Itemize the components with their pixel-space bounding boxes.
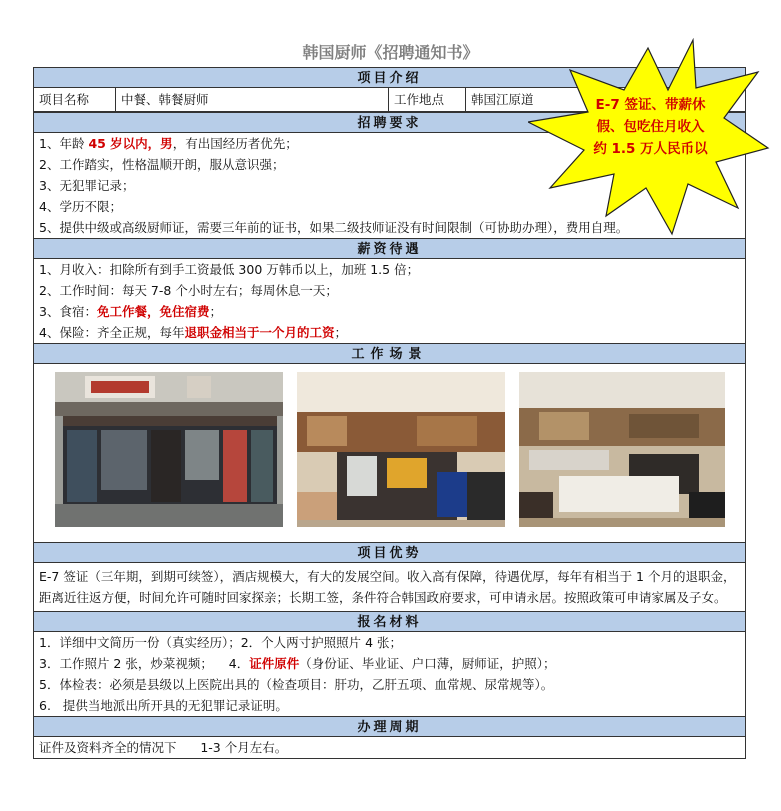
starburst-text: E-7 签证、带薪休 假、包吃住月收入 约 1.5 万人民币以 (593, 97, 708, 157)
highlight-text: 免工作餐，免住宿费 (96, 304, 210, 319)
requirement-item: 1、年龄 45 岁以内，男，有出国经历者优先； (33, 133, 746, 154)
material-item: 6. 提供当地派出所开具的无犯罪记录证明。 (33, 695, 746, 716)
section-header-salary: 薪资待遇 (33, 238, 746, 259)
restaurant-storefront-photo (55, 372, 283, 527)
advantages-text: E-7 签证（三年期，到期可续签），酒店规模大，有大的发展空间。收入高有保障，待遇优厚，每年有相当于 1 个月的退职金，距离近往返方便，时间允许可随时回家探亲；长期工签，条件符合韩国政府要求，可申请永居。按照政策可申请家属及子女。 (33, 563, 746, 611)
section-header-project: 项目介绍 (33, 67, 746, 88)
requirement-item: 2、工作踏实，性格温顺开朗，服从意识强； (33, 154, 746, 175)
requirement-item: 3、无犯罪记录； (33, 175, 746, 196)
work-place-value: 韩国江原道 (471, 92, 534, 107)
highlight-text: 45 岁以内，男 (88, 136, 173, 151)
salary-item: 4、保险：齐全正规，每年退职金相当于一个月的工资； (33, 322, 746, 343)
page-title: 韩国厨师《招聘通知书》 (302, 43, 479, 62)
material-item: 1．详细中文简历一份（真实经历）；2．个人两寸护照照片 4 张； (33, 632, 746, 653)
material-item: 3．工作照片 2 张，炒菜视频； 4．证件原件（身份证、毕业证、户口薄，厨师证，护照）； (33, 653, 746, 674)
requirement-item: 5、提供中级或高级厨师证，需要三年前的证书，如果二级技师证没有时间限制（可协助办理），费用自理。 (33, 217, 746, 238)
work-place-label: 工作地点 (389, 88, 466, 111)
section-header-scene: 工作场景 (33, 343, 746, 364)
section-header-materials: 报名材料 (33, 611, 746, 632)
project-name-value: 中餐、韩餐厨师 (116, 88, 389, 111)
material-item: 5．体检表：必须是县级以上医院出具的（检查项目：肝功，乙肝五项、血常规、尿常规等）。 (33, 674, 746, 695)
salary-item: 3、食宿：免工作餐，免住宿费； (33, 301, 746, 322)
highlight-text: 证件原件 (249, 656, 300, 671)
salary-item: 1、月收入：扣除所有到手工资最低 300 万韩币以上，加班 1.5 倍； (33, 259, 746, 280)
period-text: 证件及资料齐全的情况下 1-3 个月左右。 (33, 737, 746, 759)
requirement-item: 4、学历不限； (33, 196, 746, 217)
section-header-period: 办理周期 (33, 716, 746, 737)
project-name-label: 项目名称 (34, 88, 116, 111)
work-scene-photos (33, 364, 746, 542)
highlight-text: 退职金相当于一个月的工资 (184, 325, 335, 340)
section-header-requirements: 招聘要求 (33, 112, 746, 133)
salary-item: 2、工作时间：每天 7-8 个小时左右；每周休息一天； (33, 280, 746, 301)
restaurant-interior-photo (297, 372, 505, 527)
dining-hall-photo (519, 372, 725, 527)
section-header-advantages: 项目优势 (33, 542, 746, 563)
